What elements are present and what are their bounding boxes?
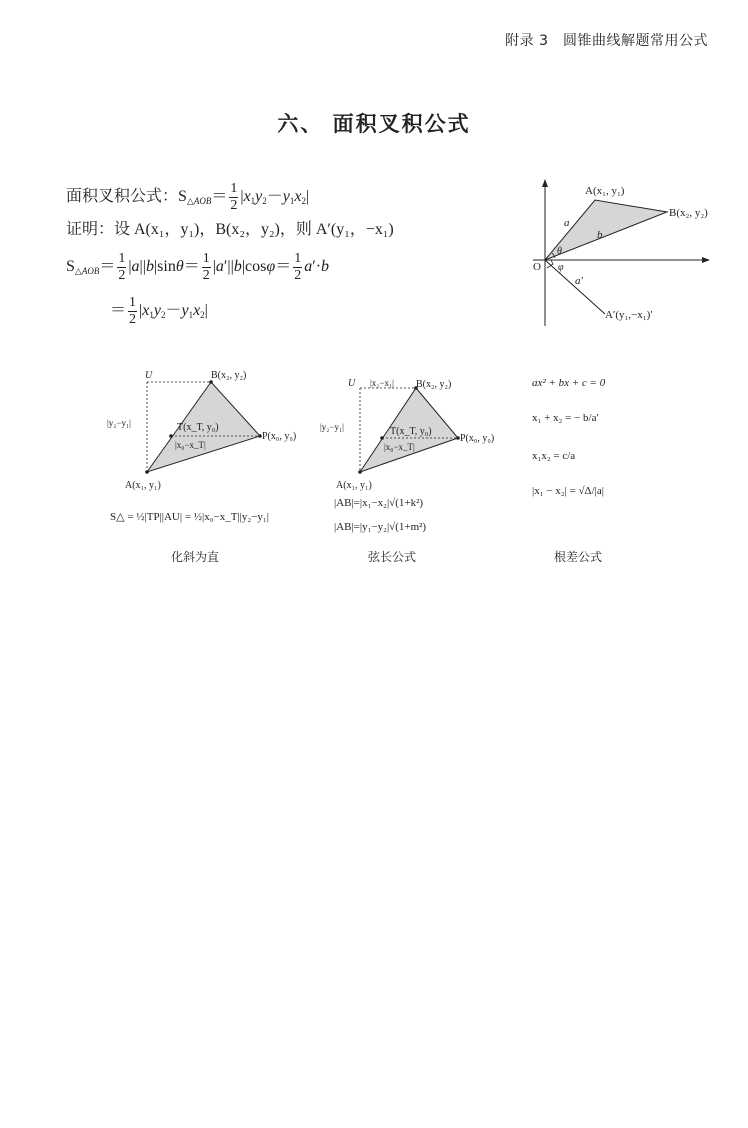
- label-A-prime: A′(y₁,−x₁)′: [605, 309, 653, 321]
- label-A: A(x₁, y₁): [125, 480, 161, 491]
- label-P: P(x₀, y₀): [460, 433, 495, 444]
- vieta-product: x₁x₂ = c/a: [532, 450, 576, 462]
- label-B: B(x₂, y₂): [211, 370, 247, 381]
- label-theta: θ: [557, 246, 562, 257]
- half-fraction: $\frac{1}{2}$: [230, 181, 238, 213]
- vector-a-prime: [545, 260, 605, 314]
- label-dx: |x₀−x_T|: [384, 442, 415, 452]
- label-T: T(x_T, y₀): [177, 422, 219, 433]
- label-O: O: [533, 261, 541, 273]
- cross-product-area-formula: 面积叉积公式：$S_{\triangle AOB}=$ $\frac{1}{2}$ $|x_1y_2-y_1x_2|$: [66, 181, 310, 213]
- label-phi: φ: [558, 262, 564, 273]
- formula-label: 面积叉积公式：: [66, 188, 179, 206]
- figure-chord-length: [318, 368, 518, 538]
- label-dx: |x₀−x_T|: [175, 440, 206, 450]
- label-U: U: [145, 370, 153, 381]
- proof-derivation: $S_{\triangle AOB}=$ $\frac{1}{2}$ |a||b|sinθ＝ $\frac{1}{2}$ |a′||b|cosφ＝ $\frac{1}{2}$ a′·b: [66, 251, 330, 283]
- figure1-caption: 化斜为直: [170, 550, 219, 564]
- label-a-prime: a′: [575, 275, 583, 287]
- chord-formula-k: |AB|=|x₁−x₂|√(1+k²): [334, 497, 424, 509]
- proof-line: 证明：设 A(x₁，y₁)，B(x₂，y₂)，则 A′(y₁，−x₁): [66, 221, 394, 238]
- label-U: U: [348, 378, 356, 389]
- running-head: 附录 3 圆锥曲线解题常用公式: [505, 33, 708, 49]
- label-dy: |y₂−y₁|: [320, 422, 344, 432]
- figure2-caption: 弦长公式: [367, 550, 416, 564]
- label-P: P(x₀, y₀): [262, 431, 297, 442]
- label-dy: |y₂−y₁|: [107, 418, 131, 428]
- figure3-caption: 根差公式: [553, 550, 602, 564]
- proof-result: ＝ $\frac{1}{2}$ $|x_1y_2-y_1x_2|$: [110, 295, 208, 327]
- label-a: a: [564, 217, 570, 229]
- quadratic-equation: ax² + bx + c = 0: [532, 377, 606, 389]
- label-A: A(x₁, y₁): [336, 480, 372, 491]
- label-B: B(x₂, y₂): [669, 207, 708, 219]
- label-A: A(x₁, y₁): [585, 185, 625, 197]
- label-B: B(x₂, y₂): [416, 379, 452, 390]
- root-difference: |x₁ − x₂| = √Δ/|a|: [532, 485, 604, 497]
- vector-diagram: [525, 178, 725, 338]
- label-dx-top: |x₂−x₁|: [370, 378, 394, 388]
- label-T: T(x_T, y₀): [390, 426, 432, 437]
- section-title: 六、 面积叉积公式: [277, 112, 471, 136]
- shaded-triangle: [545, 200, 667, 260]
- label-b: b: [597, 229, 603, 241]
- figure1-formula: S△ = ½|TP||AU| = ½|x₀−x_T||y₂−y₁|: [110, 511, 269, 523]
- chord-formula-m: |AB|=|y₁−y₂|√(1+m²): [334, 521, 427, 533]
- vieta-sum: x₁ + x₂ = − b/a′: [532, 412, 599, 424]
